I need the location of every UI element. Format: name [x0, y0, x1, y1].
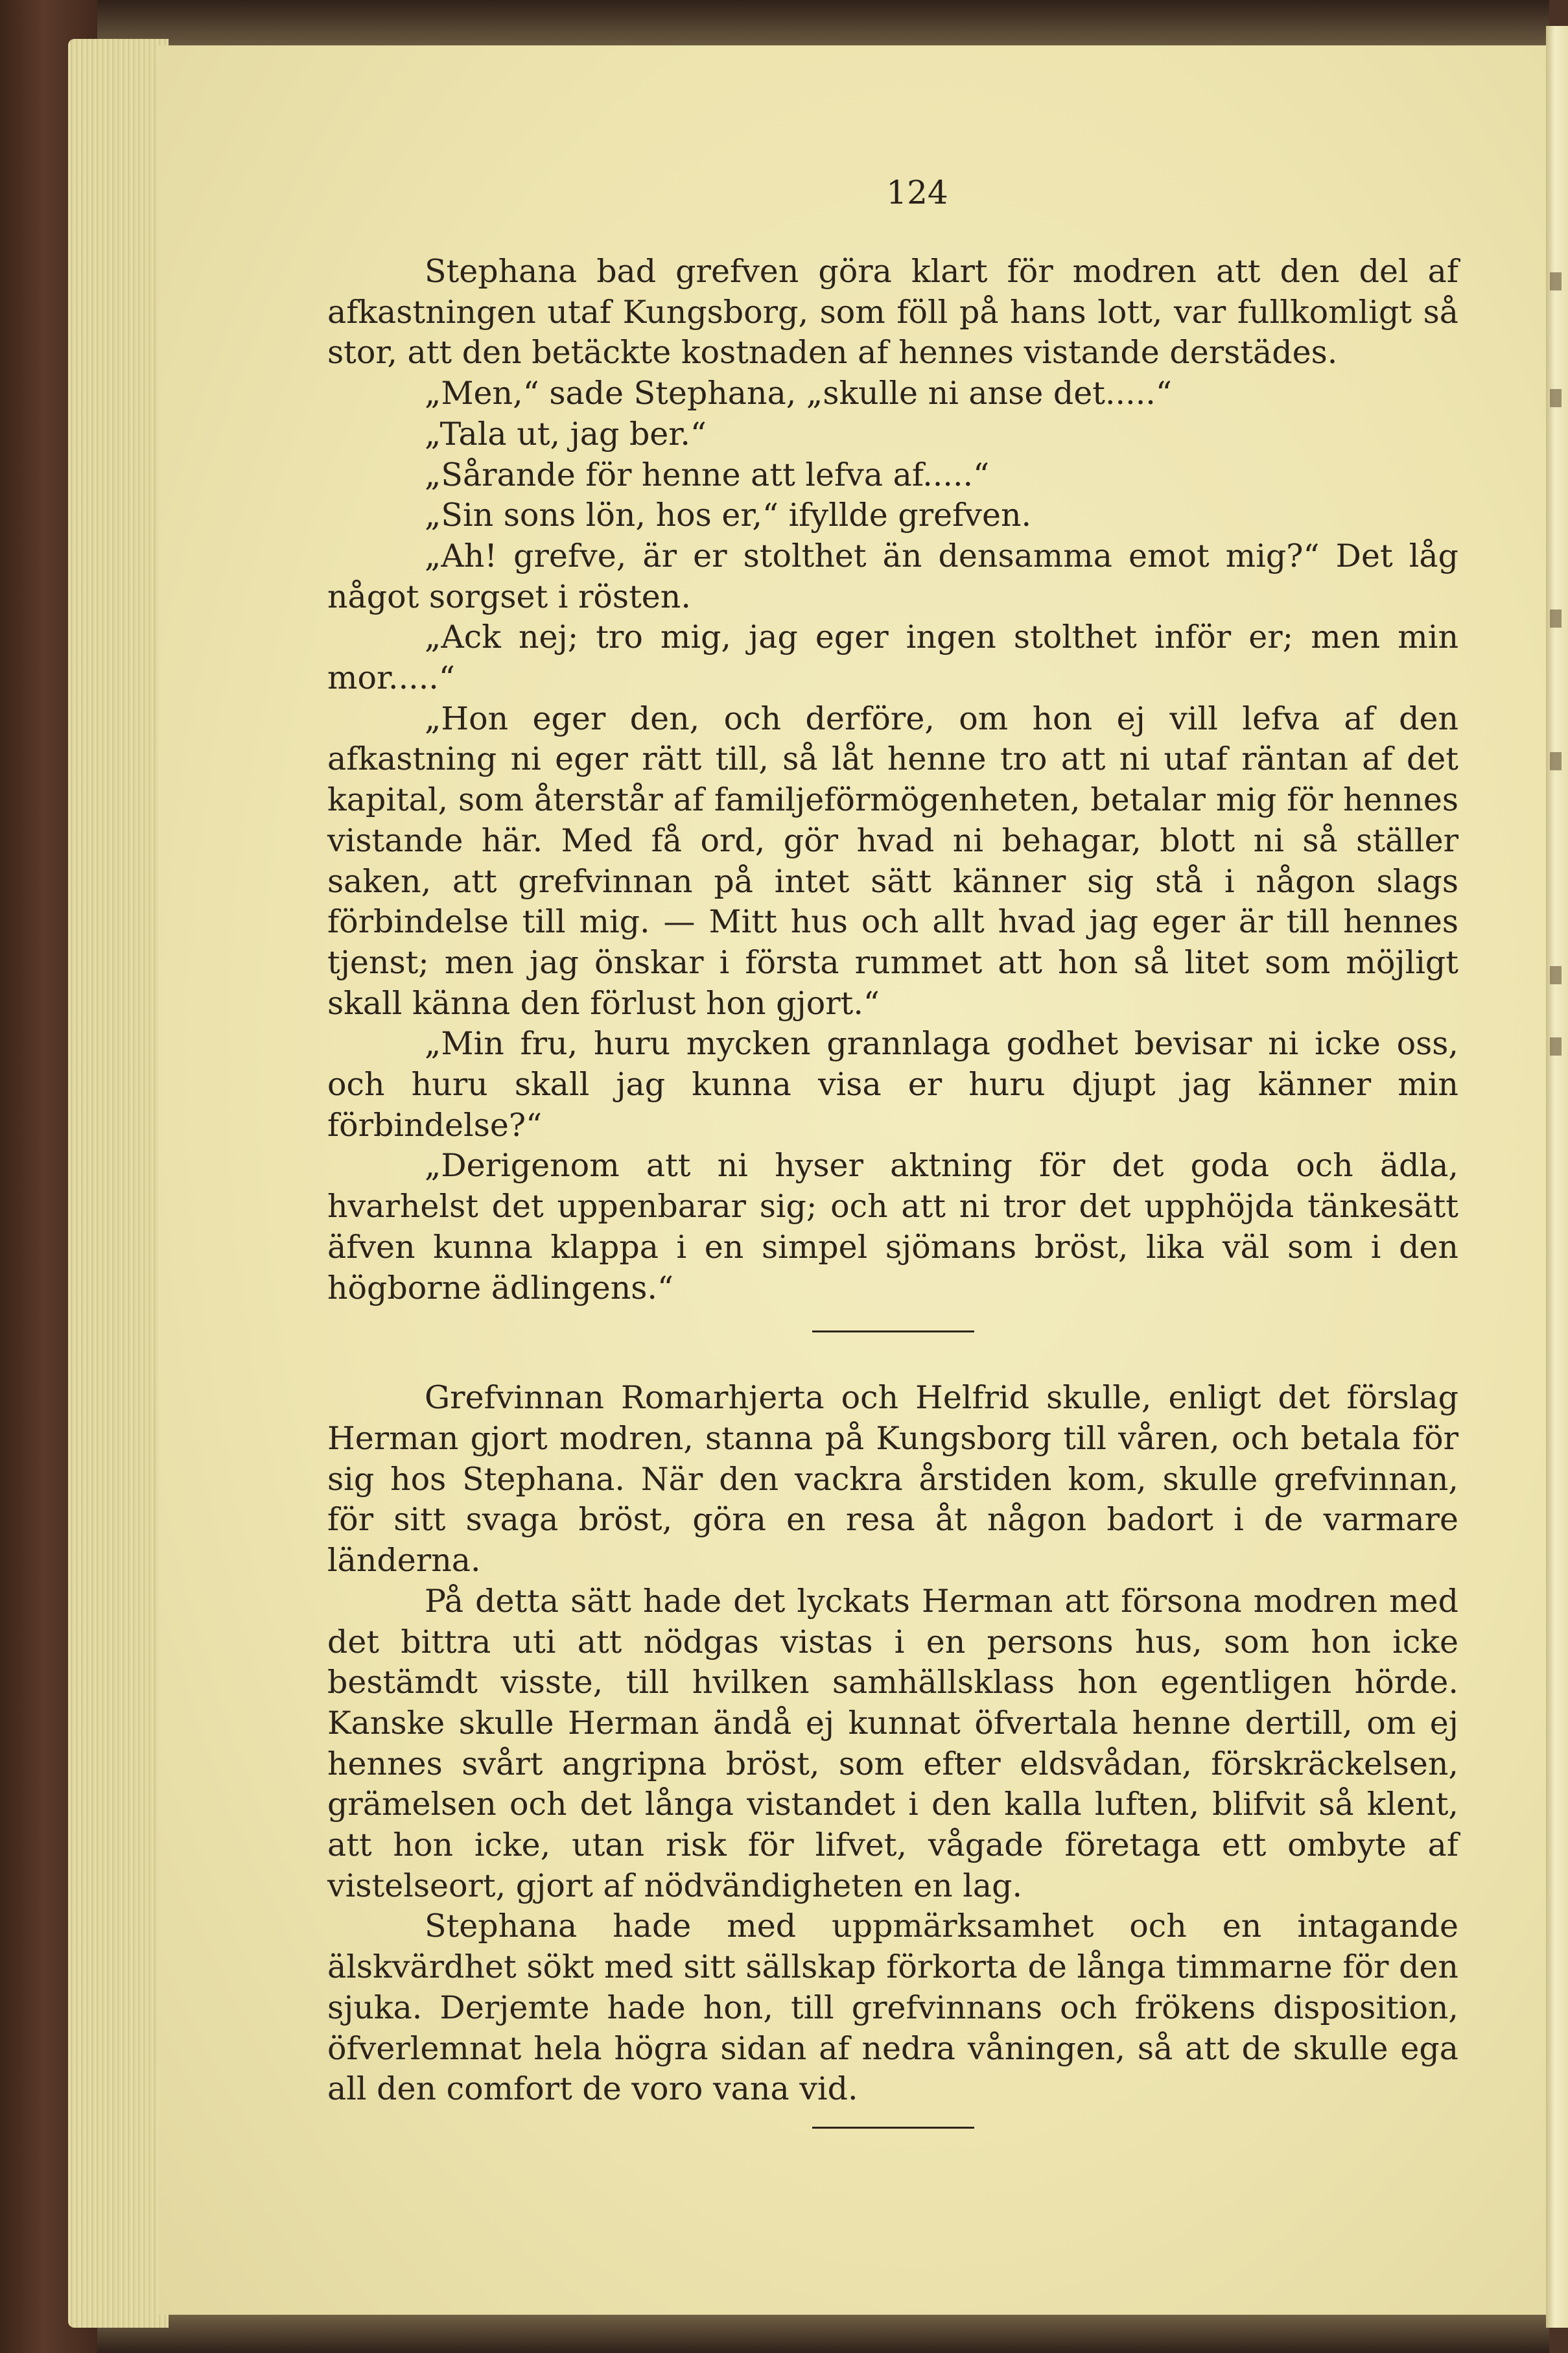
- page-edges: [68, 39, 169, 2328]
- paragraph: Stephana bad grefven göra klart för modren att den del af afkastningen utaf Kungsborg, som föll på hans lott, var fullkomligt så stor, att den betäckte kostnaden af hennes vistande derstädes.: [327, 253, 1458, 372]
- paragraph: „Min fru, huru mycken grannlaga godhet bevisar ni icke oss, och huru skall jag kunna visa er huru djupt jag känner min förbindelse?“: [327, 1025, 1458, 1144]
- paragraph: „Ack nej; tro mig, jag eger ingen stolthet inför er; men min mor.....“: [327, 619, 1458, 697]
- paragraph: Grefvinnan Romarhjerta och Helfrid skulle, enligt det förslag Herman gjort modren, stanna på Kungsborg till våren, och betala för sig hos Stephana. När den vackra årstiden kom, skulle grefvinnan, för sitt svaga bröst, göra en resa åt någon badort i de varmare länderna.: [327, 1379, 1458, 1579]
- paragraph: „Hon eger den, och derföre, om hon ej vill lefva af den afkastning ni eger rätt till, så låt henne tro att ni utaf räntan af det kapital, som återstår af familjeförmögenheten, betalar mig för hennes vistande här. Med få ord, gör hvad ni behagar, blott ni så ställer saken, att grefvinnan på intet sätt känner sig stå i någon slags förbindelse till mig. — Mitt hus och allt hvad jag eger är till hennes tjenst; men jag önskar i första rummet att hon så litet som möjligt skall känna den förlust hon gjort.“: [327, 700, 1458, 1022]
- end-divider: [812, 2127, 974, 2129]
- section-divider: [812, 1330, 974, 1332]
- page-number: 124: [886, 174, 948, 211]
- paragraph: „Men,“ sade Stephana, „skulle ni anse det.....“: [425, 375, 1172, 412]
- paragraph: „Derigenom att ni hyser aktning för det goda och ädla, hvarhelst det uppenbarar sig; och att ni tror det upphöjda tänkesätt äfven kunna klappa i en simpel sjömans bröst, lika väl som i den högborne ädlingens.“: [327, 1147, 1458, 1307]
- paragraph: „Ah! grefve, är er stolthet än densamma emot mig?“ Det låg något sorgset i rösten.: [327, 537, 1458, 615]
- paragraph: På detta sätt hade det lyckats Herman att försona modren med det bittra uti att nödgas vistas i en persons hus, som hon icke bestämdt visste, till hvilken samhällsklass hon egentligen hörde. Kanske skulle Herman ändå ej kunnat öfvertala henne dertill, om ej hennes svårt angripna bröst, som efter eldsvådan, förskräckelsen, grämelsen och det långa vistandet i den kalla luften, blifvit så klent, att hon icke, utan risk för lifvet, vågade företaga ett ombyte af vistelseort, gjort af nödvändigheten en lag.: [327, 1582, 1458, 1904]
- page-text: [327, 252, 1458, 2146]
- paragraph: Stephana hade med uppmärksamhet och en intagande älskvärdhet sökt med sitt sällskap förkorta de långa timmarne för den sjuka. Derjemte hade hon, till grefvinnans och frökens disposition, öfverlemnat hela högra sidan af nedra våningen, så att de skulle ega all den comfort de voro vana vid.: [327, 1908, 1458, 2108]
- paragraph: „Tala ut, jag ber.“: [425, 415, 707, 453]
- paragraph: „Sin sons lön, hos er,“ ifyllde grefven.: [425, 497, 1032, 534]
- next-page-strip: [1546, 26, 1568, 2328]
- paragraph: „Sårande för henne att lefva af.....“: [425, 456, 990, 493]
